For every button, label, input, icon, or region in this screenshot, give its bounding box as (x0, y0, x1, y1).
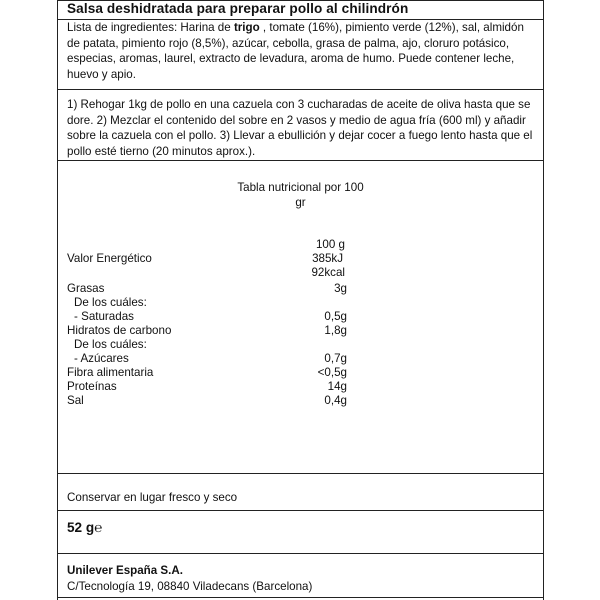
nutrition-column-header: 100 g (315, 238, 345, 251)
energy-kcal: 92kcal (311, 266, 345, 279)
nutrient-value: 14g (327, 380, 347, 393)
nutrient-value: 0,4g (324, 394, 347, 407)
nutrient-label: Hidratos de carbono (67, 324, 172, 337)
divider (58, 160, 543, 161)
company-name: Unilever España S.A. (67, 564, 183, 577)
preparation-instructions: 1) Rehogar 1kg de pollo en una cazuela con 3 cucharadas de aceite de oliva hasta que se dore. 2) Mezclar el contenido del sobre en 2 vasos y medio de agua fría (600 ml) y añadir sobre la cazuela con el pollo. 3) Llevar a ebullición y dejar cocer a fuego lento hasta que el pollo esté tierno (20 minutos aprox.). (67, 98, 533, 158)
nutrition-heading-unit: gr (295, 196, 306, 209)
nutrient-label: - Saturadas (74, 310, 134, 323)
nutrient-label: Sal (67, 394, 84, 407)
net-weight (67, 520, 102, 535)
ingredients-text-before: Lista de ingredientes: Harina de (67, 21, 234, 34)
nutrient-label: Proteínas (67, 380, 117, 393)
nutrition-heading: Tabla nutricional por 100 (237, 181, 364, 194)
nutrient-label: Fibra alimentaria (67, 366, 154, 379)
product-title: Salsa deshidratada para preparar pollo al chilindrón (67, 1, 409, 16)
nutrient-value: 3g (334, 282, 347, 295)
nutrient-label: - Azúcares (74, 352, 129, 365)
ingredients-text-after: , tomate (16%), pimiento verde (12%), sal, almidón de patata, pimiento rojo (8,5%), azúcar, cebolla, grasa de palma, ajo, cloruro potásico, especias, aromas, laurel, extracto de levadura, aroma de humo. Puede contener leche, huevo y apio. (67, 21, 524, 81)
nutrient-value: <0,5g (317, 366, 347, 379)
energy-kj: 385kJ (312, 252, 343, 265)
allergen-wheat: trigo (233, 21, 260, 34)
bottom-border (58, 597, 543, 598)
nutrient-value: 1,8g (324, 324, 347, 337)
energy-label: Valor Energético (67, 252, 152, 265)
nutrient-label: De los cuáles: (74, 338, 147, 351)
company-address: C/Tecnología 19, 08840 Viladecans (Barcelona) (67, 580, 313, 593)
nutrient-label: De los cuáles: (74, 296, 147, 309)
nutrient-value: 0,5g (324, 310, 347, 323)
ingredients-list (67, 20, 537, 82)
label-frame (57, 0, 544, 600)
divider (58, 89, 543, 90)
net-weight-value: 52 g (67, 520, 95, 535)
divider (58, 553, 543, 554)
divider (58, 473, 543, 474)
estimated-sign-icon: ℮ (94, 520, 103, 535)
nutrient-value: 0,7g (324, 352, 347, 365)
divider (58, 510, 543, 511)
storage-instructions: Conservar en lugar fresco y seco (67, 491, 238, 504)
nutrient-label: Grasas (67, 282, 105, 295)
